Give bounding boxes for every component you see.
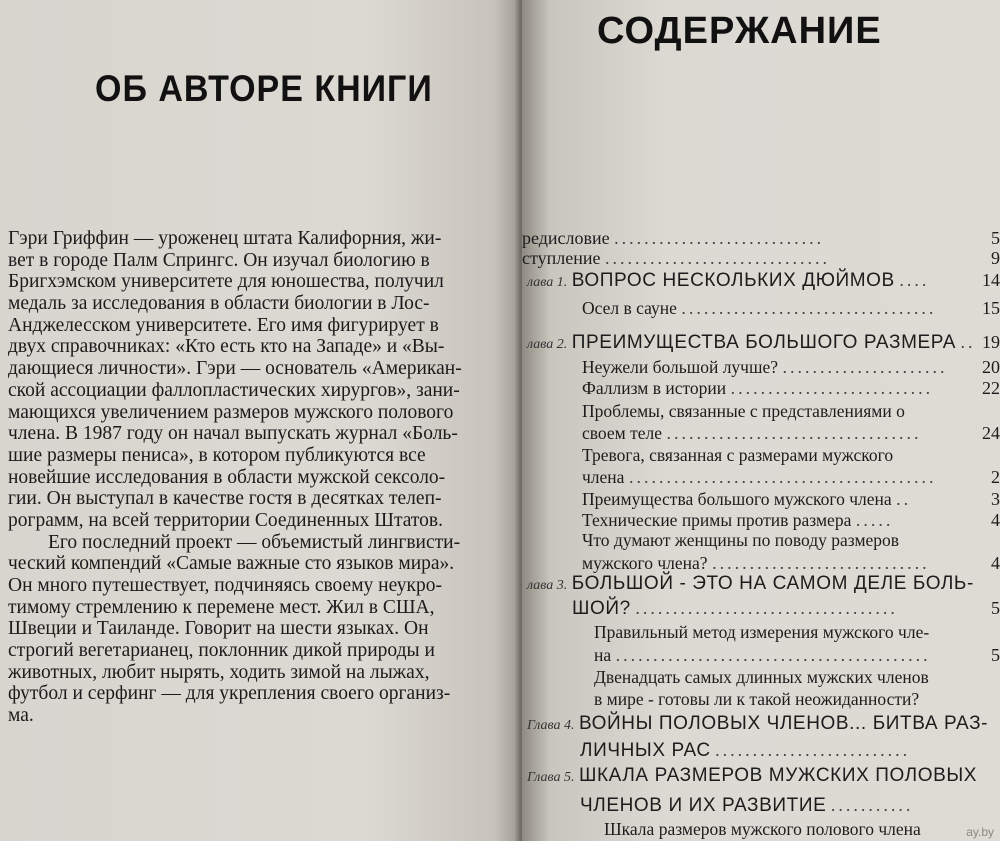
toc-page-number: 2 <box>991 467 1000 487</box>
toc-row <box>527 713 1000 735</box>
toc-row <box>527 573 1000 595</box>
toc-chapter-title: ЛИЧНЫХ РАС <box>580 740 711 761</box>
bio-line: Анджелесском университете. Его имя фигурирует в <box>8 314 439 336</box>
toc-leader-dots: .. <box>896 489 912 509</box>
toc-page-number: 5 <box>991 598 1000 618</box>
bio-line: мающихся увеличением размеров мужского полового <box>8 401 454 423</box>
toc-leader-dots: .......................... <box>715 740 911 760</box>
toc-leader-dots: ..... <box>855 510 894 530</box>
toc-subsection: Шкала размеров мужского полового члена <box>604 819 921 839</box>
watermark-text: ay.by <box>966 825 994 839</box>
toc-row <box>594 667 1000 688</box>
toc-page-number: 3 <box>991 489 1000 509</box>
toc-row <box>572 598 1000 620</box>
bio-line: Бригхэмском университете для юношества, получил <box>8 271 444 293</box>
toc-row <box>582 530 1000 551</box>
page-title-about-author: ОБ АВТОРЕ КНИГИ <box>95 68 433 110</box>
bio-line: медаль за исследования в области биологии в Лос- <box>8 293 430 315</box>
toc-row <box>527 332 1000 354</box>
bio-line: Швеции и Таиланде. Говорит на шести языках. Он <box>8 618 429 640</box>
toc-page-number: 4 <box>991 553 1000 573</box>
toc-subsection: Неужели большой лучше? <box>582 357 778 377</box>
right-page <box>522 0 1000 841</box>
toc-page-number: 20 <box>982 357 1000 377</box>
toc-subsection: Тревога, связанная с размерами мужского <box>582 445 894 465</box>
toc-row <box>582 467 1000 488</box>
toc-page-number: 14 <box>982 270 1000 290</box>
bio-line: Его последний проект — объемистый лингвисти- <box>48 531 461 553</box>
toc-leader-dots: .......................................... <box>615 645 931 665</box>
toc-chapter-title: ПРЕИМУЩЕСТВА БОЛЬШОГО РАЗМЕРА <box>571 332 957 353</box>
toc-page-number: 5 <box>991 228 1000 248</box>
toc-subsection: на <box>594 645 612 665</box>
toc-row <box>582 489 1000 510</box>
toc-subsection: мужского члена? <box>582 553 708 573</box>
toc-chapter-title: ВОПРОС НЕСКОЛЬКИХ ДЮЙМОВ <box>571 270 895 291</box>
bio-line: двух справочниках: «Кто есть кто на Западе» и «Вы- <box>8 336 445 358</box>
toc-row <box>594 689 1000 710</box>
toc-row <box>527 765 1000 787</box>
toc-subsection: Фаллизм в истории <box>582 378 727 398</box>
toc-row <box>527 270 1000 292</box>
toc-chapter-title: ШКАЛА РАЗМЕРОВ МУЖСКИХ ПОЛОВЫХ <box>578 765 978 786</box>
bio-line: ческий компендий «Самые важные сто языков мира». <box>8 553 455 575</box>
chapter-label: Глава 5. <box>527 770 575 785</box>
toc-row <box>604 819 1000 840</box>
toc-leader-dots: ......................................... <box>628 467 937 487</box>
toc-chapter-title: ШОЙ? <box>572 598 631 619</box>
toc-chapter-title: ЧЛЕНОВ И ИХ РАЗВИТИЕ <box>580 795 827 816</box>
toc-row <box>582 445 1000 466</box>
bio-line: шие размеры пениса», в котором публикуются все <box>8 444 426 466</box>
chapter-label: Глава 4. <box>527 718 575 733</box>
bio-line: вет в городе Палм Спрингс. Он изучал биологию в <box>8 249 430 271</box>
bio-line: Он много путешествует, подчиняясь своему неукро- <box>8 575 442 596</box>
toc-leader-dots: ................................... <box>635 598 898 618</box>
toc-row <box>582 553 1000 574</box>
chapter-label: лава 3. <box>527 578 568 593</box>
toc-subsection: члена <box>582 467 625 487</box>
toc-page-number: 4 <box>991 510 1000 530</box>
toc-subsection: Проблемы, связанные с представлениями о <box>582 401 905 421</box>
toc-row <box>522 228 1000 249</box>
toc-chapter-title: БОЛЬШОЙ - ЭТО НА САМОМ ДЕЛЕ БОЛЬ- <box>571 573 974 594</box>
toc-row <box>582 423 1000 444</box>
toc-row <box>522 248 1000 269</box>
toc-subsection: в мире - готовы ли к такой неожиданности? <box>594 689 920 709</box>
toc-subsection: Правильный метод измерения мужского чле- <box>594 622 930 642</box>
toc-subsection: Что думают женщины по поводу размеров <box>582 530 900 550</box>
toc-leader-dots: .............................. <box>604 248 830 268</box>
toc-subsection: Преимущества большого мужского члена <box>582 489 892 509</box>
toc-subsection: Технические примы против размера <box>582 510 852 530</box>
toc-page-number: 5 <box>991 645 1000 665</box>
toc-subsection: Двенадцать самых длинных мужских членов <box>594 667 929 687</box>
toc-leader-dots: ........................... <box>730 378 934 398</box>
toc-row <box>582 510 1000 531</box>
toc-page-number: 24 <box>982 423 1000 443</box>
toc-subsection: своем теле <box>582 423 663 443</box>
toc-page-number: 22 <box>982 378 1000 398</box>
toc-row <box>582 357 1000 378</box>
toc-row <box>582 298 1000 319</box>
toc-page-number: 9 <box>991 248 1000 268</box>
chapter-label: лава 2. <box>527 337 568 352</box>
toc-front-item: ступление <box>522 248 601 268</box>
bio-line: Гэри Гриффин — уроженец штата Калифорния, жи- <box>8 228 442 249</box>
bio-line: ма. <box>8 705 34 727</box>
author-bio <box>8 228 502 727</box>
toc-leader-dots: ........... <box>830 795 914 815</box>
bio-line: новейшие исследования в области мужской сексоло- <box>8 466 446 488</box>
toc-leader-dots: .... <box>899 270 930 290</box>
bio-line: животных, любит нырять, ходить зимой на лыжах, <box>8 661 430 683</box>
toc-leader-dots: .................................. <box>666 423 922 443</box>
toc-leader-dots: .................................. <box>681 298 937 318</box>
toc-leader-dots: ............................ <box>614 228 825 248</box>
bio-line: тимому стремлению к перемене мест. Жил в США, <box>8 596 435 618</box>
toc-leader-dots: ...................... <box>782 357 948 377</box>
toc-leader-dots: ............................. <box>712 553 930 573</box>
toc-leader-dots: .. <box>960 332 976 352</box>
toc-row <box>582 378 1000 399</box>
toc-page-number: 19 <box>982 332 1000 352</box>
bio-line: футбол и серфинг — для укрепления своего организ- <box>8 683 451 705</box>
bio-line: рограмм, на всей территории Соединенных Штатов. <box>8 509 443 531</box>
toc-row <box>594 645 1000 666</box>
bio-line: строгий вегетарианец, поклонник дикой природы и <box>8 640 435 662</box>
toc-subsection: Осел в сауне <box>582 298 677 318</box>
bio-line: члена. В 1987 году он начал выпускать журнал «Боль- <box>8 423 458 445</box>
toc-page-number: 15 <box>982 298 1000 318</box>
toc-row <box>582 401 1000 422</box>
chapter-label: лава 1. <box>527 275 568 290</box>
bio-line: гии. Он выступал в качестве гостя в десятках телеп- <box>8 488 442 510</box>
bio-line: ской ассоциации фаллопластических хирургов», зани- <box>8 379 460 401</box>
toc-front-item: редисловие <box>522 228 610 248</box>
toc-row <box>594 622 1000 643</box>
page-title-contents: СОДЕРЖАНИЕ <box>597 10 882 52</box>
bio-line: дающиеся личности». Гэри — основатель «Американ- <box>8 358 462 380</box>
toc-row <box>580 740 1000 762</box>
toc-chapter-title: ВОЙНЫ ПОЛОВЫХ ЧЛЕНОВ... БИТВА РАЗ- <box>578 713 989 734</box>
toc-row <box>580 795 1000 817</box>
